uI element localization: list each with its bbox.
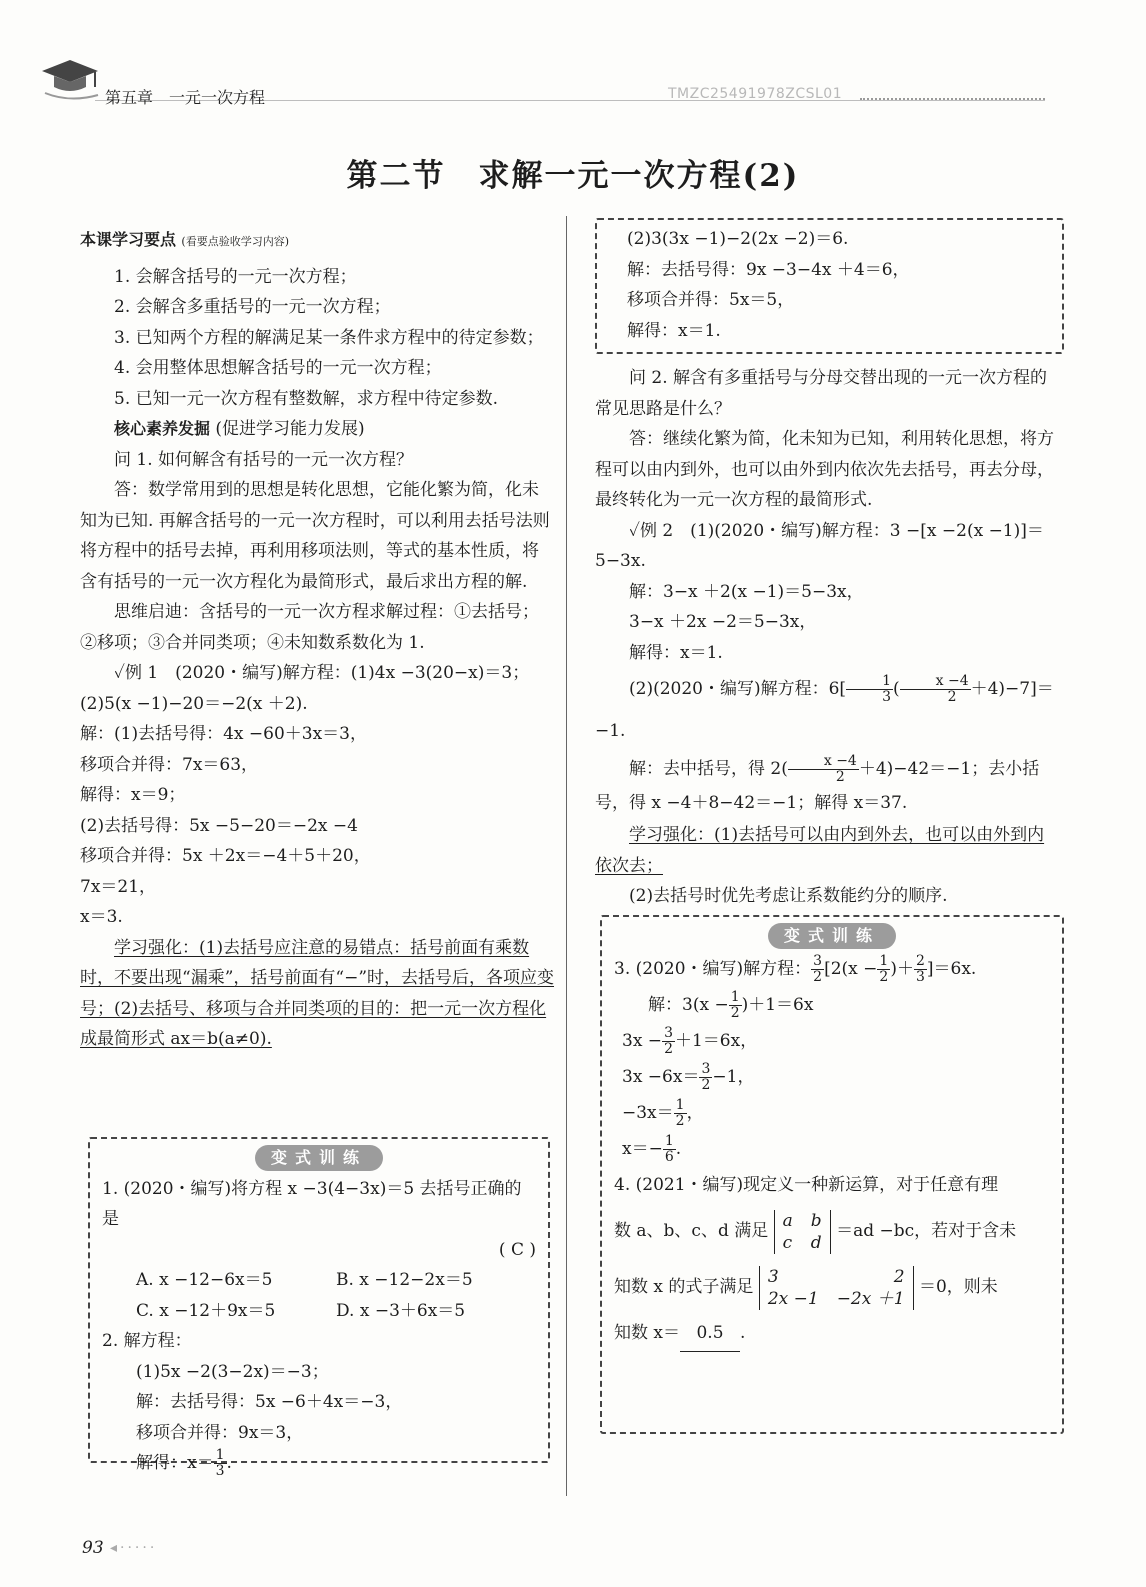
practice-2-line: 移项合并得：9x＝3， xyxy=(136,1422,304,1443)
practice-2-line: 解：去括号得：5x −6＋4x＝−3， xyxy=(136,1392,403,1412)
question-2: 问 2. 解含有多重括号与分母交替出现的一元一次方程的常见思路是什么？ xyxy=(595,368,1048,419)
answer-1: 答：数学常用到的思想是转化思想，它能化繁为简，化未知为已知. 再解含括号的一元一次方程时，可以利用去括号法则将方程中的括号去掉，再利用移项法则，等式的基本性质，将含有括号的一元一次方程化为最简形式，最后求出方程的解. xyxy=(80,480,550,592)
continuation-box xyxy=(595,218,1064,354)
page-number: 93 xyxy=(82,1538,104,1558)
example-2-part-2: (2)(2020・编写)解方程：6[ $\frac{1}{3}$ ( $\frac{x -4}{2}$ ＋4)−7]＝−1. xyxy=(595,673,1054,741)
page-title: 第二节 求解一元一次方程(2) xyxy=(346,158,800,194)
example-1-question-2: (2)5(x −1)−20＝−2(x ＋2). xyxy=(80,693,308,714)
key-points-label: 本课学习要点 xyxy=(80,230,177,249)
practice-2-line: (1)5x −2(3−2x)＝−3； xyxy=(136,1361,329,1382)
practice-3: 3. (2020・编写)解方程： $\frac{3}{2}$ [2(x − $\frac{1}{2}$ )＋ $\frac{2}{3}$ ]＝6x. xyxy=(614,953,977,985)
graduation-cap-icon xyxy=(40,55,100,105)
left-column xyxy=(80,225,555,1055)
fraction-one-third: $\frac{1}{3}$ xyxy=(215,1447,225,1479)
example-1-step: 7x＝21， xyxy=(80,876,157,897)
core-note: (促进学习能力发展) xyxy=(215,419,365,439)
right-column xyxy=(595,363,1060,912)
practice-3-step: −3x＝ $\frac{1}{2}$ ， xyxy=(622,1097,704,1129)
determinant-abcd: a b c d xyxy=(774,1210,831,1254)
choice-d: D. x −3＋6x＝5 xyxy=(336,1300,466,1321)
practice-2-last: 解得：x＝ $\frac{1}{3}$ . xyxy=(136,1447,232,1479)
example-2-step: 解：3−x ＋2(x −1)＝5−3x， xyxy=(629,581,864,602)
key-point: 4. 会用整体思想解含括号的一元一次方程； xyxy=(114,358,442,378)
strengthen-2: (2)去括号时优先考虑让系数能约分的顺序. xyxy=(629,886,948,906)
page-dots: ◂····· xyxy=(110,1540,158,1556)
column-divider xyxy=(566,216,567,1496)
practice-4-answer-line: 知数 x＝ 0.5 . xyxy=(614,1315,1050,1352)
example-2-step: 3−x ＋2x −2＝5−3x， xyxy=(629,612,817,632)
box-line: 解：去括号得：9x −3−4x ＋4＝6， xyxy=(627,259,910,280)
key-points-note: (看要点验收学习内容) xyxy=(181,235,290,248)
practice-1-answer: ( C ) xyxy=(498,1239,536,1260)
practice-4-answer: 0.5 xyxy=(680,1315,740,1352)
example-1-step: 移项合并得：7x＝63， xyxy=(80,754,259,775)
question-1: 问 1. 如何解含有括号的一元一次方程？ xyxy=(114,449,414,470)
strengthen-text: 学习强化：(1)去括号应注意的易错点：括号前面有乘数时，不要出现“漏乘”，括号前面有“−”时，去括号后，各项应变号；(2)去括号、移项与合并同类项的目的：把一元一次方程化成最简形式 ax＝b(a≠0). xyxy=(80,937,555,1049)
strengthen-1: 学习强化：(1)去括号可以由内到外去，也可以由外到内依次去； xyxy=(595,825,1045,876)
practice-1-choices xyxy=(102,1265,536,1326)
practice-3-step: 解：3(x − $\frac{1}{2}$ )＋1＝6x xyxy=(648,989,814,1021)
choice-b: B. x −12−2x＝5 xyxy=(336,1270,473,1290)
key-point: 2. 会解含多重括号的一元一次方程； xyxy=(114,297,391,317)
example-2-step: 解得：x＝1. xyxy=(629,642,723,663)
key-point: 5. 已知一元一次方程有整数解，求方程中待定参数. xyxy=(114,388,499,409)
box-line: (2)3(3x −1)−2(2x −2)＝6. xyxy=(627,229,849,249)
practice-2: 2. 解方程： xyxy=(102,1331,192,1351)
core-label: 核心素养发掘 xyxy=(114,419,211,438)
practice-3-step: x＝− $\frac{1}{6}$ . xyxy=(622,1133,682,1165)
choice-c: C. x −12＋9x＝5 xyxy=(136,1300,276,1321)
practice-label: 变式训练 xyxy=(255,1145,383,1171)
example-2-intro: ✓例 2 (1)(2020・编写)解方程：3 −[x −2(x −1)]＝5−3x. xyxy=(595,520,1044,571)
hint-text: 思维启迪：含括号的一元一次方程求解过程：①去括号；②移项；③合并同类项；④未知数系数化为 1. xyxy=(80,602,539,653)
practice-4-line: 知数 x 的式子满足 3 2 2x −1 −2x ＋1 ＝0，则未 xyxy=(614,1266,998,1309)
choice-a: A. x −12−6x＝5 xyxy=(136,1270,273,1290)
key-point: 1. 会解含括号的一元一次方程； xyxy=(114,266,357,287)
determinant-x: 3 2 2x −1 −2x ＋1 xyxy=(759,1266,914,1310)
box-line: 解得：x＝1. xyxy=(627,320,721,341)
practice-4-line: 4. (2021・编写)现定义一种新运算，对于任意有理 xyxy=(614,1175,999,1195)
key-point: 3. 已知两个方程的解满足某一条件求方程中的待定参数； xyxy=(114,327,544,348)
box-line: 移项合并得：5x＝5， xyxy=(627,290,795,310)
practice-box-left xyxy=(88,1137,550,1479)
example-1-step: 解得：x＝9； xyxy=(80,785,186,805)
practice-box-right xyxy=(600,915,1064,1434)
practice-1: 1. (2020・编写)将方程 x −3(4−3x)＝5 去括号正确的是 xyxy=(102,1178,522,1229)
chapter-title: 第五章 一元一次方程 xyxy=(105,88,266,107)
page-code: TMZC25491978ZCSL01 xyxy=(668,86,843,102)
practice-label: 变式训练 xyxy=(768,923,896,949)
example-2-part-2-solution: 解：去中括号，得 2( $\frac{x -4}{2}$ ＋4)−42＝−1；去小括号，得 x −4＋8−42＝−1；解得 x＝37. xyxy=(595,753,1040,813)
practice-4-line: 数 a、b、c、d 满足 a b c d ＝ad −bc，若对于含未 xyxy=(614,1210,1017,1253)
answer-2: 答：继续化繁为简，化未知为已知，利用转化思想，将方程可以由内到外，也可以由外到内依次先去括号，再去分母，最终转化为一元一次方程的最简形式. xyxy=(595,429,1054,510)
example-1-step: x＝3. xyxy=(80,907,123,927)
example-1-step: (2)去括号得：5x −5−20＝−2x −4 xyxy=(80,815,358,836)
example-1-intro: ✓例 1 (2020・编写)解方程：(1)4x −3(20−x)＝3； xyxy=(114,663,530,683)
example-1-step: 移项合并得：5x ＋2x＝−4＋5＋20， xyxy=(80,846,371,866)
practice-3-step: 3x − $\frac{3}{2}$ ＋1＝6x， xyxy=(622,1025,758,1057)
practice-3-step: 3x −6x＝ $\frac{3}{2}$ −1， xyxy=(622,1061,755,1093)
header-dots xyxy=(860,98,1045,100)
example-1-step: 解：(1)去括号得：4x −60＋3x＝3， xyxy=(80,724,367,744)
